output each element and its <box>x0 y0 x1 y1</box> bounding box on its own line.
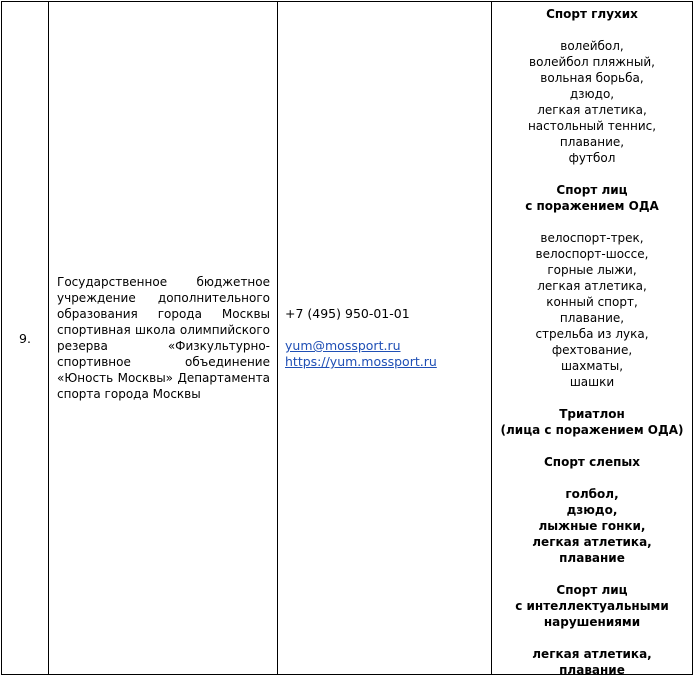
sport-item: настольный теннис, <box>527 119 657 133</box>
sport-group-heading-line: Спорт глухих <box>546 7 638 21</box>
sport-group-heading-line: Триатлон <box>559 407 625 421</box>
sport-item: голбол, <box>565 487 619 501</box>
sport-items <box>494 230 690 390</box>
email-link[interactable]: yum@mossport.ru <box>285 338 401 353</box>
sport-item: волейбол пляжный, <box>529 55 655 69</box>
sport-item: легкая атлетика, <box>537 279 647 293</box>
sports-list <box>492 2 692 674</box>
sport-group-heading <box>494 6 690 22</box>
sport-group-heading-line: (лица с поражением ОДА) <box>500 423 684 437</box>
phone-number: +7 (495) 950-01-01 <box>285 306 410 321</box>
organization-name <box>49 274 277 402</box>
sport-item: футбол <box>568 151 616 165</box>
organization-name-line: Департамента спорта города <box>57 371 270 401</box>
sport-group-heading-line: с интеллектуальными <box>515 599 669 613</box>
sport-group <box>494 6 690 166</box>
organization-name-line: учреждение дополнительного <box>57 291 270 305</box>
sport-item: горные лыжи, <box>547 263 637 277</box>
organization-name-line: образования города Москвы <box>57 307 270 321</box>
sport-items <box>494 486 690 566</box>
spacer <box>494 438 690 454</box>
sport-group-heading-line: Спорт слепых <box>544 455 640 469</box>
spacer <box>494 470 690 486</box>
sport-item: плавание <box>559 663 625 674</box>
sport-group <box>494 182 690 390</box>
spacer <box>494 390 690 406</box>
sport-group-heading-line: с поражением ОДА <box>525 199 659 213</box>
spacer <box>494 566 690 582</box>
sport-item: фехтование, <box>551 343 633 357</box>
spacer <box>494 22 690 38</box>
sport-item: конный спорт, <box>546 295 638 309</box>
sport-item: легкая атлетика, <box>537 103 647 117</box>
sport-items <box>494 38 690 166</box>
sport-item: шахматы, <box>560 359 624 373</box>
spacer <box>494 630 690 646</box>
row-number-cell <box>2 2 49 675</box>
sport-group-heading <box>494 406 690 438</box>
website-link[interactable]: https://yum.mossport.ru <box>285 354 437 369</box>
sports-cell <box>492 2 693 675</box>
sport-item: плавание, <box>559 135 625 149</box>
sport-item: волейбол, <box>560 39 624 53</box>
organization-name-line: олимпийского резерва <box>57 323 270 353</box>
organization-cell <box>49 2 278 675</box>
organization-name-line: спортивная школа <box>57 323 180 337</box>
sport-group <box>494 582 690 674</box>
sport-group <box>494 454 690 566</box>
sport-item: дзюдо, <box>569 87 615 101</box>
contacts-cell <box>278 2 492 675</box>
sport-item: лыжные гонки, <box>538 519 646 533</box>
sport-item: легкая атлетика, <box>532 535 652 549</box>
contacts <box>278 306 491 370</box>
organization-name-line: Государственное бюджетное <box>57 275 270 289</box>
sport-items <box>494 646 690 674</box>
sport-item: велоспорт-шоссе, <box>535 247 649 261</box>
sport-item: плавание, <box>559 311 625 325</box>
sport-group-heading-line: Спорт лиц <box>556 183 628 197</box>
organization-name-line: «Физкультурно-спортивное <box>57 339 270 369</box>
organizations-table <box>1 1 693 675</box>
sport-group-heading <box>494 582 690 630</box>
sport-group-heading <box>494 182 690 214</box>
spacer <box>494 214 690 230</box>
sport-item: плавание <box>559 551 625 565</box>
sport-item: дзюдо, <box>566 503 618 517</box>
sport-item: вольная борьба, <box>540 71 644 85</box>
sport-item: велоспорт-трек, <box>540 231 644 245</box>
sport-group-heading-line: нарушениями <box>543 615 641 629</box>
sport-item: шашки <box>569 375 615 389</box>
table-row <box>2 2 693 675</box>
spacer <box>494 166 690 182</box>
organization-name-line: Москвы <box>152 387 201 401</box>
sport-group-heading-line: Спорт лиц <box>556 583 628 597</box>
sport-item: стрельба из лука, <box>535 327 649 341</box>
organization-name-line: объединение «Юность Москвы» <box>57 355 270 385</box>
sport-item: легкая атлетика, <box>532 647 652 661</box>
row-number: 9. <box>19 330 31 346</box>
sport-group <box>494 406 690 438</box>
sport-group-heading <box>494 454 690 470</box>
